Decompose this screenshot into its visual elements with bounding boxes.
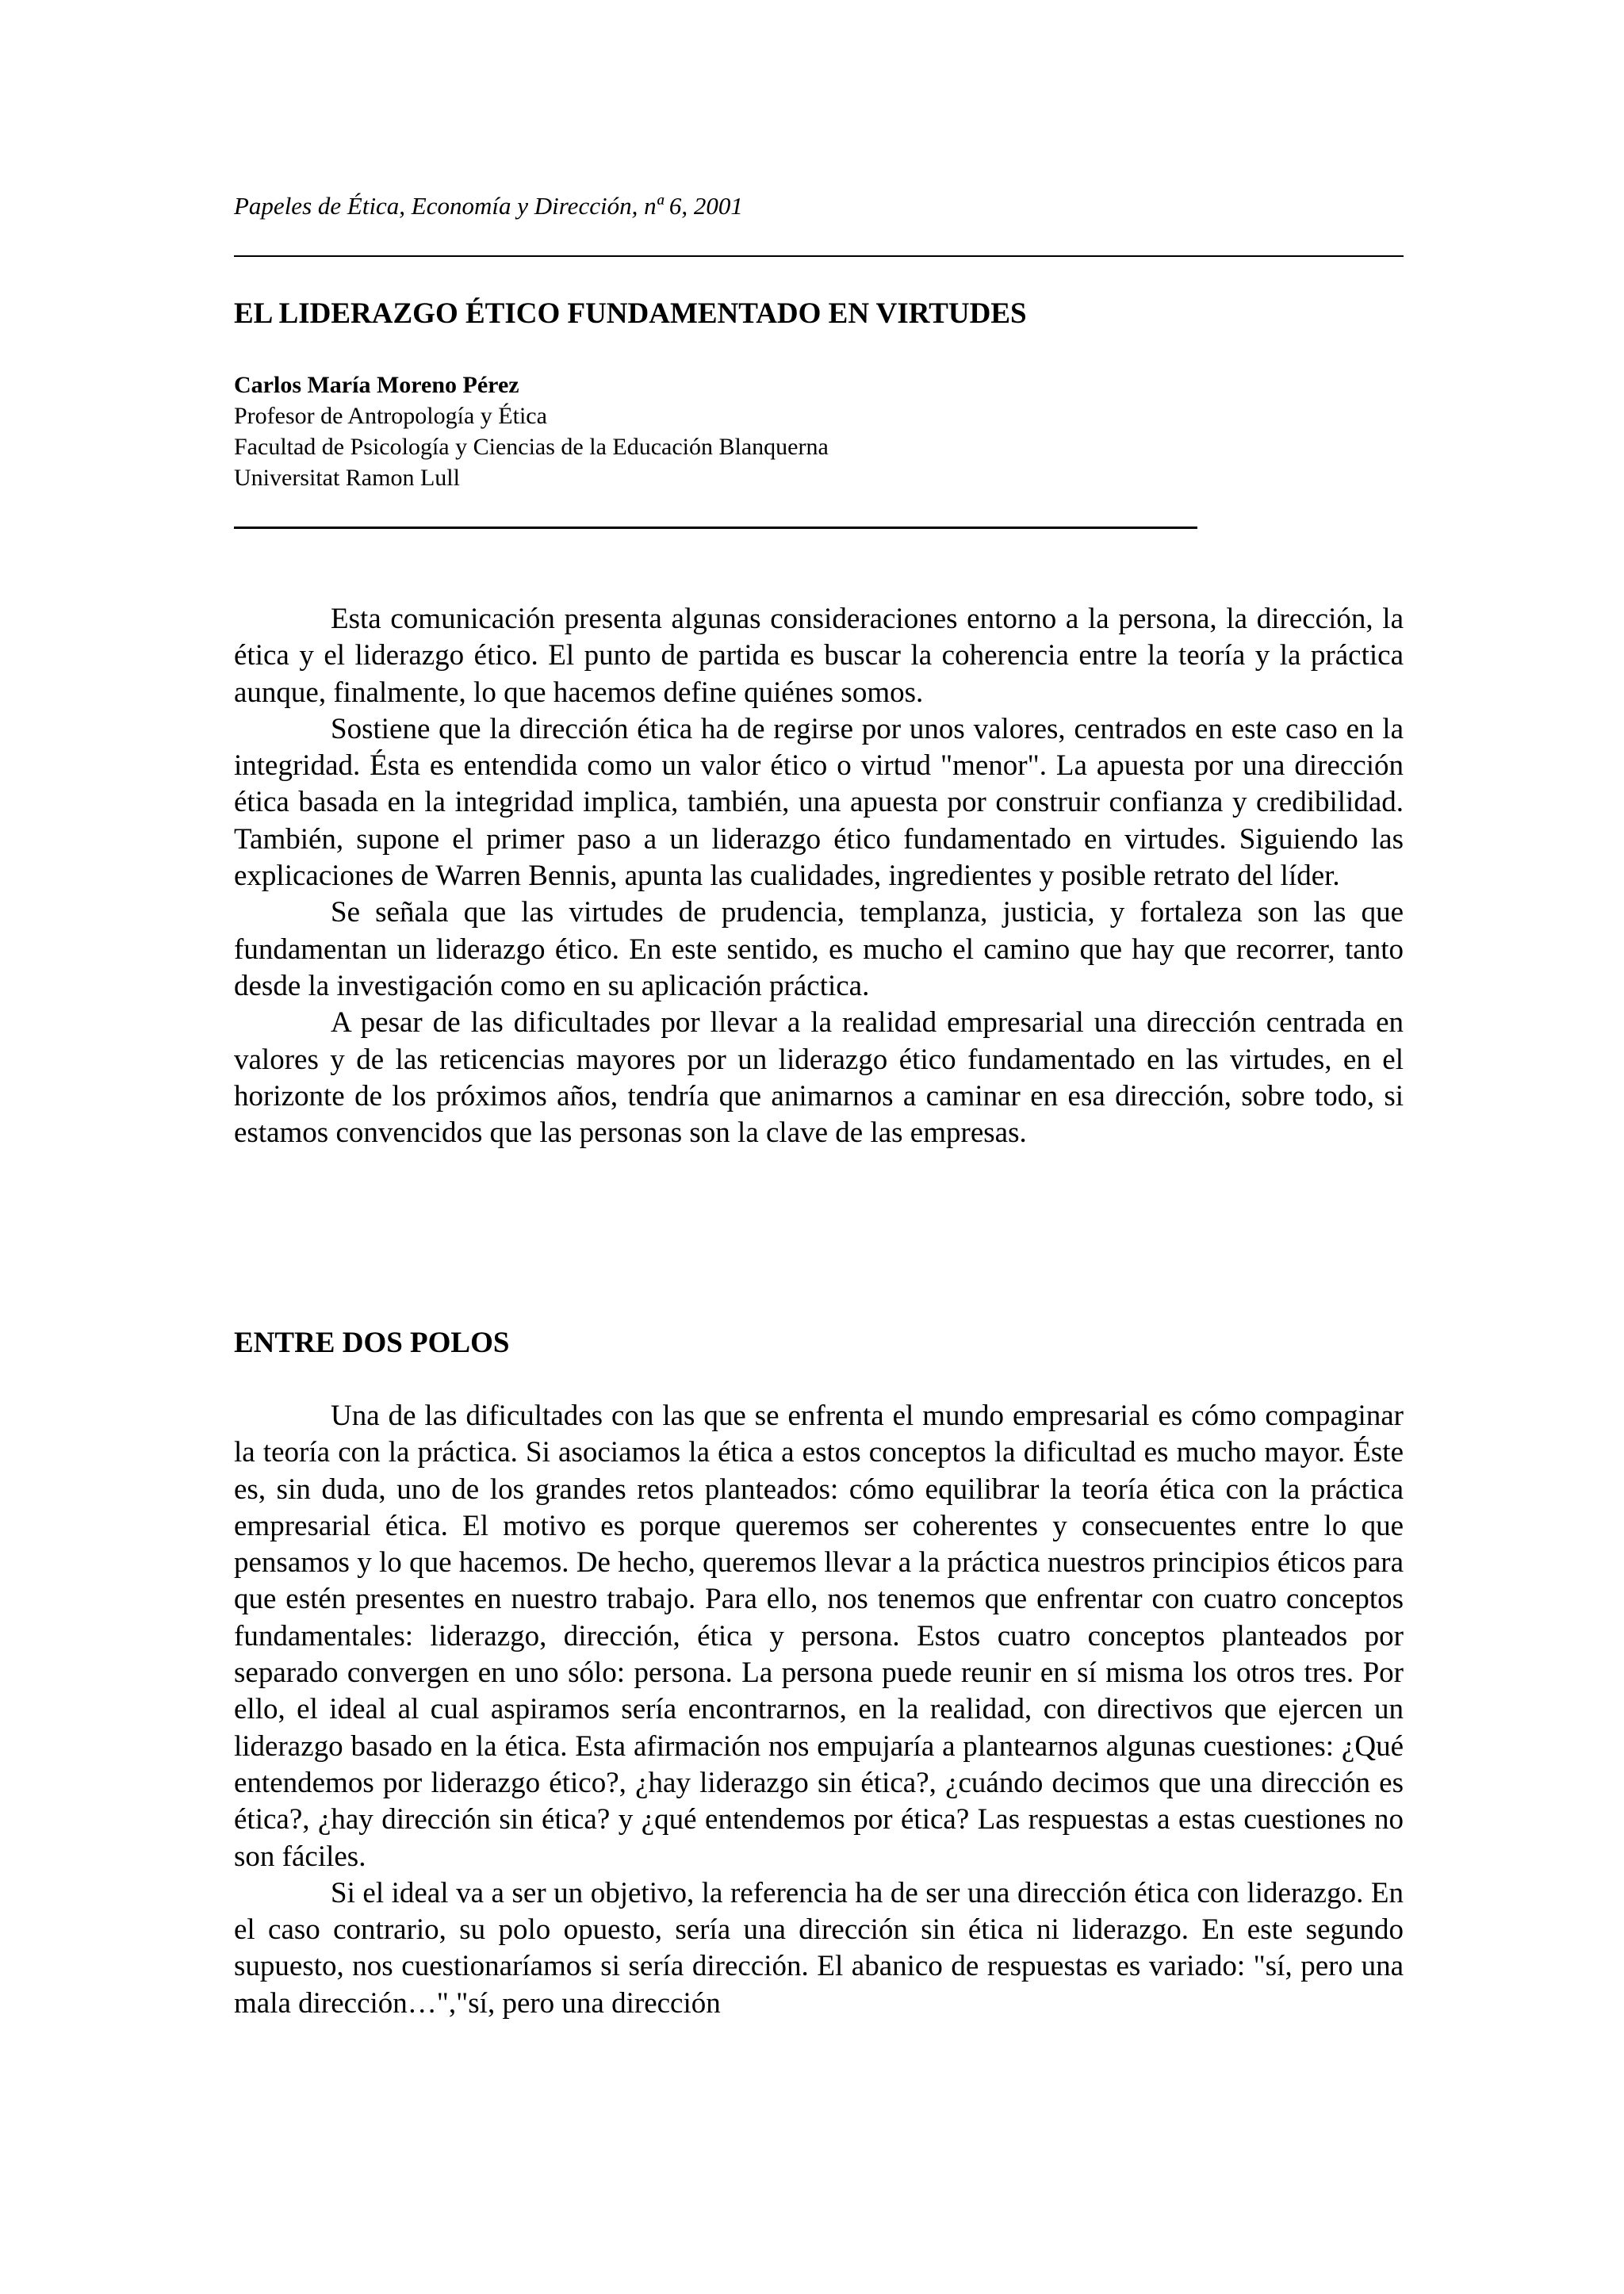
body-paragraph: Una de las dificultades con las que se enfrenta el mundo empresarial es cómo compaginar la teoría con la práctica. Si asociamos la ética a estos conceptos la dificultad es mucho mayor. Éste es, sin duda, uno de los grandes retos planteados: cómo equilibrar la teoría ética con la práctica empresarial ética. El motivo es porque queremos ser coherentes y consecuentes entre lo que pensamos y lo que hacemos. De hecho, queremos llevar a la práctica nuestros principios éticos para que estén presentes en nuestro trabajo. Para ello, nos tenemos que enfrentar con cuatro conceptos fundamentales: liderazgo, dirección, ética y persona. Estos cuatro conceptos planteados por separado convergen en uno sólo: persona. La persona puede reunir en sí misma los otros tres. Por ello, el ideal al cual aspiramos sería encontrarnos, en la realidad, con directivos que ejercen un liderazgo basado en la ética. Esta afirmación nos empujaría a plantearnos algunas cuestiones: ¿Qué entendemos por liderazgo ético?, ¿hay liderazgo sin ética?, ¿cuándo decimos que una dirección es ética?, ¿hay dirección sin ética? y ¿qué entendemos por ética? Las respuestas a estas cuestiones no son fáciles. [234,1400,1404,1873]
body-paragraph: Si el ideal va a ser un objetivo, la referencia ha de ser una dirección ética con liderazgo. En el caso contrario, su polo opuesto, sería una dirección sin ética ni liderazgo. En este segundo supuesto, nos cuestionaríamos si sería dirección. El abanico de respuestas es variado: "sí, pero una mala dirección…","sí, pero una dirección [234,1876,1404,2020]
author-position: Profesor de Antropología y Ética [234,403,547,429]
abstract-paragraph: A pesar de las dificultades por llevar a la realidad empresarial una dirección centrada en valores y de las reticencias mayores por un liderazgo ético fundamentado en las virtudes, en el horizonte de los próximos años, tendría que animarnos a caminar en esa dirección, sobre todo, si estamos convencidos que las personas son la clave de las empresas. [234,1006,1404,1150]
author-block [234,370,829,493]
abstract-paragraph: Se señala que las virtudes de prudencia, templanza, justicia, y fortaleza son las que fundamentan un liderazgo ético. En este sentido, es mucho el camino que hay que recorrer, tanto desde la investigación como en su aplicación práctica. [234,896,1404,1002]
author-university: Universitat Ramon Lull [234,465,460,491]
article-title: EL LIDERAZGO ÉTICO FUNDAMENTADO EN VIRTUDES [234,297,1027,330]
abstract-paragraph: Sostiene que la dirección ética ha de regirse por unos valores, centrados en este caso en la integridad. Ésta es entendida como un valor ético o virtud "menor". La apuesta por una dirección ética basada en la integridad implica, también, una apuesta por construir confianza y credibilidad. También, supone el primer paso a un liderazgo ético fundamentado en virtudes. Siguiendo las explicaciones de Warren Bennis, apunta las cualidades, ingredientes y posible retrato del líder. [234,712,1404,893]
abstract-paragraph: Esta comunicación presenta algunas consideraciones entorno a la persona, la dirección, la ética y el liderazgo ético. El punto de partida es buscar la coherencia entre la teoría y la práctica aunque, finalmente, lo que hacemos define quiénes somos. [234,603,1404,709]
author-rule [234,527,1197,529]
author-name: Carlos María Moreno Pérez [234,372,519,398]
abstract [234,601,1404,1151]
author-faculty: Facultad de Psicología y Ciencias de la Educación Blanquerna [234,434,829,460]
section-heading: ENTRE DOS POLOS [234,1327,510,1359]
section-body [234,1398,1404,2022]
document-page [234,0,1404,2294]
header-rule [234,255,1404,257]
running-header: Papeles de Ética, Economía y Dirección, nª 6, 2001 [234,192,743,220]
